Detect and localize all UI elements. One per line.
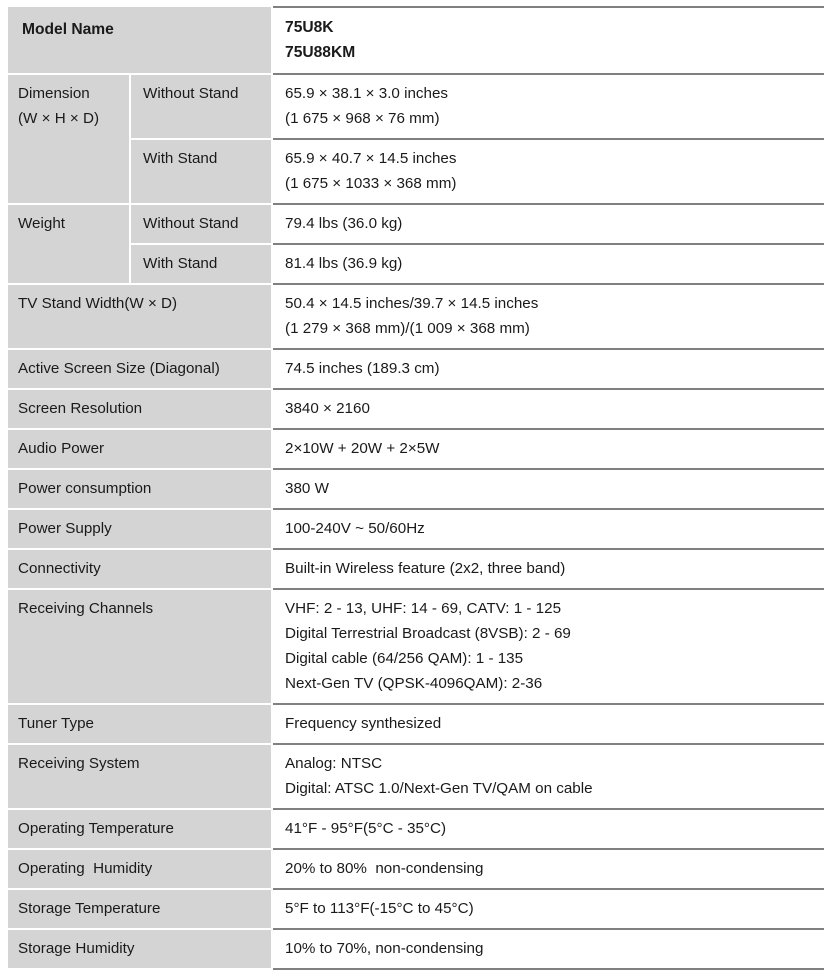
row-label-dimension bbox=[8, 74, 130, 204]
label-text: Storage Temperature bbox=[18, 900, 161, 917]
row-sublabel-weight-with-stand bbox=[130, 244, 272, 284]
label-text: Receiving System bbox=[18, 755, 140, 772]
row-value-screen-resolution bbox=[272, 389, 824, 429]
row-label-tuner-type bbox=[8, 704, 272, 744]
specifications-table bbox=[8, 6, 824, 970]
label-text: Operating Temperature bbox=[18, 820, 174, 837]
label-text: Tuner Type bbox=[18, 715, 94, 732]
row-sublabel-weight-without-stand bbox=[130, 204, 272, 244]
table-row-operating-temperature bbox=[8, 809, 824, 849]
row-value-tv-stand-width bbox=[272, 284, 824, 349]
row-value-power-supply bbox=[272, 509, 824, 549]
value-line: 65.9 × 38.1 × 3.0 inches bbox=[285, 85, 448, 102]
label-text: Active Screen Size (Diagonal) bbox=[18, 360, 220, 377]
label-text: Connectivity bbox=[18, 560, 101, 577]
row-label-active-screen-size bbox=[8, 349, 272, 389]
label-text: Operating Humidity bbox=[18, 860, 153, 877]
row-sublabel-with-stand bbox=[130, 139, 272, 204]
label-text: TV Stand Width(W × D) bbox=[18, 295, 178, 312]
value-line: 10% to 70%, non-condensing bbox=[285, 940, 484, 957]
row-label-operating-temperature bbox=[8, 809, 272, 849]
table-row-receiving-channels bbox=[8, 589, 824, 704]
table-row-screen-resolution bbox=[8, 389, 824, 429]
value-line: Built-in Wireless feature (2x2, three band) bbox=[285, 560, 566, 577]
row-label-power-consumption bbox=[8, 469, 272, 509]
table-row-dimension-with-stand bbox=[8, 139, 824, 204]
value-line: Digital Terrestrial Broadcast (8VSB): 2 - 69 bbox=[285, 625, 571, 642]
specifications-table-body bbox=[8, 7, 824, 969]
value-line: (1 279 × 368 mm)/(1 009 × 368 mm) bbox=[285, 320, 530, 337]
value-line: Next-Gen TV (QPSK-4096QAM): 2-36 bbox=[285, 675, 543, 692]
table-row-tuner-type bbox=[8, 704, 824, 744]
label-text: Power consumption bbox=[18, 480, 152, 497]
value-line: 380 W bbox=[285, 480, 329, 497]
label-text: Power Supply bbox=[18, 520, 112, 537]
label-text: Receiving Channels bbox=[18, 600, 154, 617]
row-value-audio-power bbox=[272, 429, 824, 469]
row-value-storage-humidity bbox=[272, 929, 824, 969]
row-value-connectivity bbox=[272, 549, 824, 589]
table-row-storage-humidity bbox=[8, 929, 824, 969]
value-line: 3840 × 2160 bbox=[285, 400, 370, 417]
row-value-weight-without-stand bbox=[272, 204, 824, 244]
row-value-receiving-channels bbox=[272, 589, 824, 704]
table-row-dimension-without-stand bbox=[8, 74, 824, 139]
row-label-screen-resolution bbox=[8, 389, 272, 429]
row-label-storage-humidity bbox=[8, 929, 272, 969]
row-label-power-supply bbox=[8, 509, 272, 549]
value-line: 2×10W + 20W + 2×5W bbox=[285, 440, 440, 457]
label-text: Model Name bbox=[22, 21, 114, 38]
row-value-storage-temperature bbox=[272, 889, 824, 929]
label-text: Storage Humidity bbox=[18, 940, 135, 957]
row-value-operating-temperature bbox=[272, 809, 824, 849]
value-line: 65.9 × 40.7 × 14.5 inches bbox=[285, 150, 457, 167]
table-row-audio-power bbox=[8, 429, 824, 469]
label-text-line2: (W × H × D) bbox=[18, 110, 100, 127]
table-row-power-consumption bbox=[8, 469, 824, 509]
row-label-connectivity bbox=[8, 549, 272, 589]
value-line: (1 675 × 968 × 76 mm) bbox=[285, 110, 440, 127]
sublabel-text: With Stand bbox=[143, 255, 218, 272]
value-line: 20% to 80% non-condensing bbox=[285, 860, 484, 877]
value-line: (1 675 × 1033 × 368 mm) bbox=[285, 175, 457, 192]
value-line: 41°F - 95°F(5°C - 35°C) bbox=[285, 820, 447, 837]
value-line: 79.4 lbs (36.0 kg) bbox=[285, 215, 403, 232]
table-row-weight-with-stand bbox=[8, 244, 824, 284]
row-value-dimension-with-stand bbox=[272, 139, 824, 204]
value-line: 74.5 inches (189.3 cm) bbox=[285, 360, 440, 377]
row-sublabel-without-stand bbox=[130, 74, 272, 139]
sublabel-text: Without Stand bbox=[143, 215, 239, 232]
row-value-model-name bbox=[272, 7, 824, 74]
row-value-power-consumption bbox=[272, 469, 824, 509]
row-label-storage-temperature bbox=[8, 889, 272, 929]
label-text: Screen Resolution bbox=[18, 400, 143, 417]
row-label-receiving-channels bbox=[8, 589, 272, 704]
value-line: 100-240V ~ 50/60Hz bbox=[285, 520, 425, 537]
value-line: Digital: ATSC 1.0/Next-Gen TV/QAM on cable bbox=[285, 780, 593, 797]
label-text: Audio Power bbox=[18, 440, 105, 457]
value-line: 5°F to 113°F(-15°C to 45°C) bbox=[285, 900, 474, 917]
row-value-dimension-without-stand bbox=[272, 74, 824, 139]
row-label-receiving-system bbox=[8, 744, 272, 809]
row-value-receiving-system bbox=[272, 744, 824, 809]
value-line: Frequency synthesized bbox=[285, 715, 442, 732]
row-label-audio-power bbox=[8, 429, 272, 469]
table-row-operating-humidity bbox=[8, 849, 824, 889]
row-label-model-name bbox=[8, 7, 272, 74]
value-line: 50.4 × 14.5 inches/39.7 × 14.5 inches bbox=[285, 295, 539, 312]
table-row-power-supply bbox=[8, 509, 824, 549]
value-line: 75U8K bbox=[285, 19, 334, 36]
label-text: Dimension bbox=[18, 85, 90, 102]
table-row-storage-temperature bbox=[8, 889, 824, 929]
table-row-weight-without-stand bbox=[8, 204, 824, 244]
table-row-tv-stand-width bbox=[8, 284, 824, 349]
value-line: VHF: 2 - 13, UHF: 14 - 69, CATV: 1 - 125 bbox=[285, 600, 562, 617]
row-label-operating-humidity bbox=[8, 849, 272, 889]
row-label-weight bbox=[8, 204, 130, 284]
table-row-connectivity bbox=[8, 549, 824, 589]
row-value-tuner-type bbox=[272, 704, 824, 744]
table-row-receiving-system bbox=[8, 744, 824, 809]
row-value-operating-humidity bbox=[272, 849, 824, 889]
row-value-weight-with-stand bbox=[272, 244, 824, 284]
value-line: Analog: NTSC bbox=[285, 755, 383, 772]
table-row-model-name bbox=[8, 7, 824, 74]
sublabel-text: Without Stand bbox=[143, 85, 239, 102]
value-line: 81.4 lbs (36.9 kg) bbox=[285, 255, 403, 272]
row-label-tv-stand-width bbox=[8, 284, 272, 349]
value-line: Digital cable (64/256 QAM): 1 - 135 bbox=[285, 650, 524, 667]
table-row-active-screen-size bbox=[8, 349, 824, 389]
value-line: 75U88KM bbox=[285, 44, 356, 61]
sublabel-text: With Stand bbox=[143, 150, 218, 167]
row-value-active-screen-size bbox=[272, 349, 824, 389]
label-text: Weight bbox=[18, 215, 65, 232]
